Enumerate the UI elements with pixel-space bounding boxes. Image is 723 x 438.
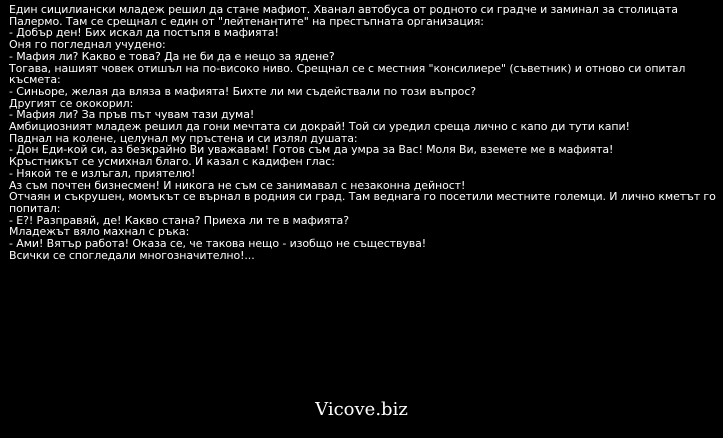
joke-line: Паднал на колене, целунал му пръстена и си излял душата: [9,131,358,145]
joke-text [9,4,717,261]
joke-line: Всички се спогледали многозначително!... [9,248,255,262]
joke-line: Амбициозният младеж решил да гони мечтата си докрай! Той си уредил среща лично с капо ди тути капи! [9,120,630,134]
joke-line: - Е?! Разправяй, де! Какво стана? Приеха ли те в мафията? [9,213,349,227]
joke-line: - Мафия ли? Какво е това? Да не би да е нещо за ядене? [9,49,335,63]
joke-line: Аз съм почтен бизнесмен! И никога не съм се занимавал с незаконна дейност! [9,178,466,192]
site-watermark: Vicove.biz [315,399,408,420]
joke-line: Тогава, нашият човек отишъл на по-високо ниво. Срещнал се с местния "консилиере" (съветник) и отново си опитал късмета: [9,61,686,87]
joke-line: - Мафия ли? За пръв път чувам тази дума! [9,108,255,122]
joke-line: Другият се ококорил: [9,96,134,110]
joke-line: Отчаян и съкрушен, момъкът се върнал в родния си град. Там веднага го посетили местните големци. И лично кметът го попитал: [9,190,716,215]
joke-line: Оня го погледнал учудено: [9,38,166,52]
joke-line: - Някой те е излъгал, приятелю! [9,166,196,180]
joke-line: - Синьоре, желая да вляза в мафията! Бихте ли ми съдействали по този въпрос? [9,84,477,98]
joke-line: - Добър ден! Бих искал да постъпя в мафията! [9,26,279,40]
joke-line: - Дон Еди-кой си, аз безкрайно Ви уважавам! Готов съм да умра за Вас! Моля Ви, вземете ме в мафията! [9,143,614,157]
joke-line: Кръстникът се усмихнал благо. И казал с кадифен глас: [9,155,335,169]
joke-line: Един сицилиански младеж решил да стане мафиот. Хванал автобуса от родното си градче и заминал за столицата Палермо. Там се срещнал с един от "лейтенантите" на престъпната организация: [9,3,678,28]
joke-line: - Ами! Вятър работа! Оказа се, че такова нещо - изобщо не съществува! [9,237,427,251]
joke-line: Младежът вяло махнал с ръка: [9,225,190,239]
